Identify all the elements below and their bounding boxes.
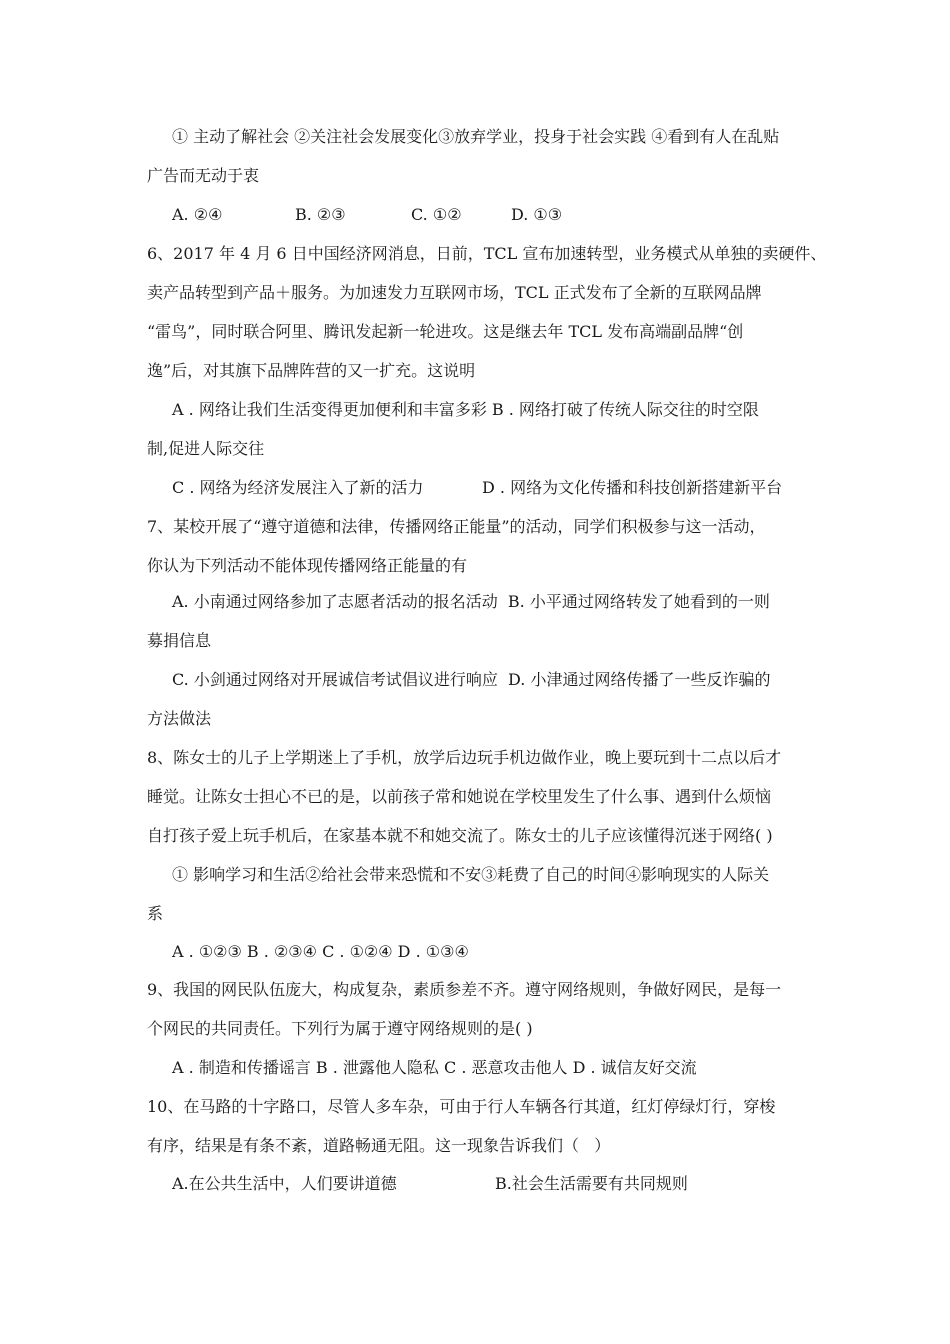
q5-option-d: D. ①③: [511, 205, 563, 224]
q8-line-2: 睡觉。让陈女士担心不已的是，以前孩子常和她说在学校里发生了什么事、遇到什么烦恼: [147, 787, 772, 806]
q6-line-1: 6、2017 年 4 月 6 日中国经济网消息，日前，TCL 宣布加速转型，业务模式从单独的卖硬件、: [147, 244, 827, 263]
q10-option-b: B.社会生活需要有共同规则: [495, 1174, 688, 1193]
q8-options: A . ①②③ B . ②③④ C . ①②④ D . ①③④: [172, 942, 469, 961]
q7-option-cd: C. 小剑通过网络对开展诚信考试倡议进行响应 D. 小津通过网络传播了一些反诈骗的: [172, 670, 771, 689]
q6-option-ab-cont: 制,促进人际交往: [147, 439, 265, 458]
q6-option-ab: A . 网络让我们生活变得更加便利和丰富多彩 B . 网络打破了传统人际交往的时空限: [172, 400, 759, 419]
q6-option-c: C . 网络为经济发展注入了新的活力: [172, 478, 424, 497]
q5-option-c: C. ①②: [411, 205, 462, 224]
q7-option-ab: A. 小南通过网络参加了志愿者活动的报名活动 B. 小平通过网络转发了她看到的一则: [172, 592, 770, 611]
q6-option-d: D . 网络为文化传播和科技创新搭建新平台: [482, 478, 783, 497]
q10-line-2: 有序，结果是有条不紊，道路畅通无阻。这一现象告诉我们（ ）: [147, 1136, 611, 1155]
q8-line-1: 8、陈女士的儿子上学期迷上了手机，放学后边玩手机边做作业，晚上要玩到十二点以后才: [147, 748, 782, 767]
q7-line-2: 你认为下列活动不能体现传播网络正能量的有: [147, 556, 468, 575]
q5-option-b: B. ②③: [295, 205, 346, 224]
q10-option-a: A.在公共生活中，人们要讲道德: [172, 1174, 397, 1193]
q6-line-3: “雷鸟”，同时联合阿里、腾讯发起新一轮进攻。这是继去年 TCL 发布高端副品牌“创: [147, 322, 744, 341]
q6-line-2: 卖产品转型到产品＋服务。为加速发力互联网市场，TCL 正式发布了全新的互联网品牌: [147, 283, 762, 302]
q5-option-a: A. ②④: [172, 205, 223, 224]
q9-line-1: 9、我国的网民队伍庞大，构成复杂，素质参差不齐。遵守网络规则，争做好网民，是每一: [147, 980, 782, 999]
q9-options: A . 制造和传播谣言 B . 泄露他人隐私 C . 恶意攻击他人 D . 诚信友好交流: [172, 1058, 697, 1077]
q8-line-3: 自打孩子爱上玩手机后，在家基本就不和她交流了。陈女士的儿子应该懂得沉迷于网络( ): [147, 826, 773, 845]
q8-statements-cont: 系: [147, 904, 164, 923]
q8-statements: ① 影响学习和生活②给社会带来恐慌和不安③耗费了自己的时间④影响现实的人际关: [172, 865, 770, 884]
q5-statements-cont: 广告而无动于衷: [147, 166, 260, 185]
q9-line-2: 个网民的共同责任。下列行为属于遵守网络规则的是( ): [147, 1019, 533, 1038]
q10-line-1: 10、在马路的十字路口，尽管人多车杂，可由于行人车辆各行其道，红灯停绿灯行，穿梭: [147, 1097, 776, 1116]
q5-statements: ① 主动了解社会 ②关注社会发展变化③放弃学业，投身于社会实践 ④看到有人在乱贴: [172, 127, 780, 146]
q7-line-1: 7、某校开展了“遵守道德和法律，传播网络正能量”的活动，同学们积极参与这一活动，: [147, 517, 766, 536]
q7-option-cd-cont: 方法做法: [147, 709, 212, 728]
q6-line-4: 逸”后，对其旗下品牌阵营的又一扩充。这说明: [147, 361, 476, 380]
q7-option-ab-cont: 募捐信息: [147, 631, 212, 650]
